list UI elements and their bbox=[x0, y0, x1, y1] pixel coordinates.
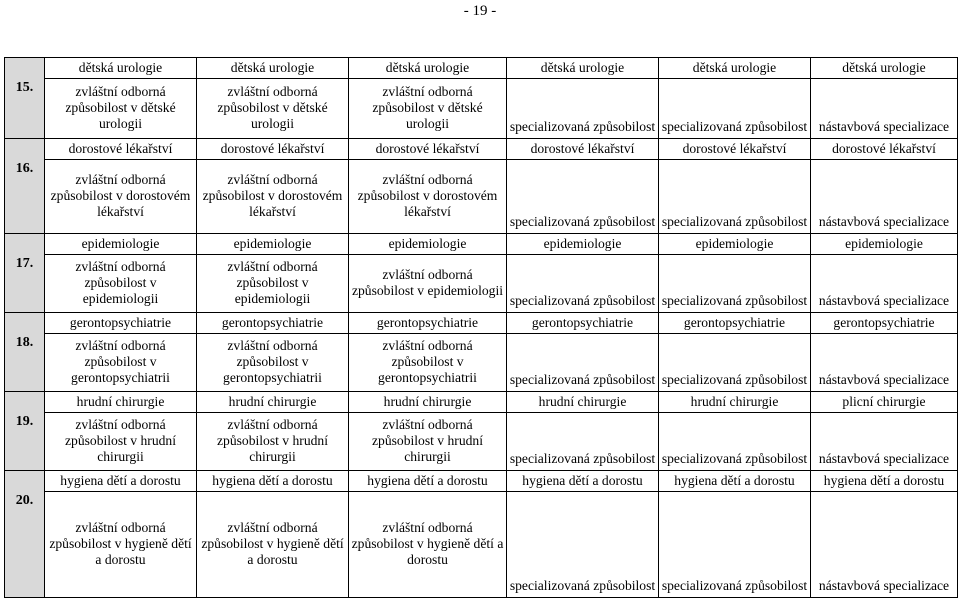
specialty-cell: gerontopsychiatrie bbox=[349, 313, 507, 334]
qualification-type-cell: specializovaná způsobilost bbox=[659, 79, 811, 139]
table-row bbox=[5, 255, 958, 313]
specialty-cell: epidemiologie bbox=[197, 234, 349, 255]
qualification-type-cell: specializovaná způsobilost bbox=[659, 413, 811, 471]
specialty-cell: epidemiologie bbox=[811, 234, 958, 255]
qualification-type-cell: specializovaná způsobilost bbox=[659, 255, 811, 313]
page-number: - 19 - bbox=[463, 3, 497, 19]
specialty-cell: dorostové lékařství bbox=[197, 139, 349, 160]
table-row bbox=[5, 313, 958, 334]
specialty-cell: gerontopsychiatrie bbox=[507, 313, 659, 334]
table-row bbox=[5, 58, 958, 79]
qualification-type-cell: zvláštní odborná způsobilost v epidemiologii bbox=[45, 255, 197, 313]
specialty-cell: hrudní chirurgie bbox=[197, 392, 349, 413]
table-row bbox=[5, 139, 958, 160]
row-number: 15. bbox=[5, 58, 45, 139]
qualification-type-cell: zvláštní odborná způsobilost v hygieně dětí a dorostu bbox=[45, 492, 197, 598]
specialty-cell: epidemiologie bbox=[659, 234, 811, 255]
specialty-cell: hygiena dětí a dorostu bbox=[197, 471, 349, 492]
table-row bbox=[5, 492, 958, 598]
qualification-type-cell: zvláštní odborná způsobilost v gerontopsychiatrii bbox=[45, 334, 197, 392]
qualification-type-cell: nástavbová specializace bbox=[811, 255, 958, 313]
qualification-type-cell: zvláštní odborná způsobilost v dorostovém lékařství bbox=[197, 160, 349, 234]
specialty-cell: dorostové lékařství bbox=[659, 139, 811, 160]
row-number: 17. bbox=[5, 234, 45, 313]
table-row bbox=[5, 334, 958, 392]
row-number: 16. bbox=[5, 139, 45, 234]
qualification-type-cell: zvláštní odborná způsobilost v dětské urologii bbox=[45, 79, 197, 139]
specialty-cell: dětská urologie bbox=[197, 58, 349, 79]
specialty-cell: plicní chirurgie bbox=[811, 392, 958, 413]
qualification-type-cell: zvláštní odborná způsobilost v hrudní chirurgii bbox=[349, 413, 507, 471]
qualification-type-cell: zvláštní odborná způsobilost v hrudní chirurgii bbox=[45, 413, 197, 471]
qualification-type-cell: specializovaná způsobilost bbox=[659, 160, 811, 234]
specialty-cell: dětská urologie bbox=[45, 58, 197, 79]
specialty-cell: dorostové lékařství bbox=[811, 139, 958, 160]
qualification-type-cell: zvláštní odborná způsobilost v hrudní chirurgii bbox=[197, 413, 349, 471]
specialty-cell: dětská urologie bbox=[811, 58, 958, 79]
qualification-type-cell: zvláštní odborná způsobilost v hygieně dětí a dorostu bbox=[349, 492, 507, 598]
specialty-cell: gerontopsychiatrie bbox=[197, 313, 349, 334]
qualification-type-cell: specializovaná způsobilost bbox=[507, 79, 659, 139]
qualification-type-cell: zvláštní odborná způsobilost v dětské urologii bbox=[349, 79, 507, 139]
qualification-type-cell: zvláštní odborná způsobilost v gerontopsychiatrii bbox=[197, 334, 349, 392]
specialty-cell: hrudní chirurgie bbox=[45, 392, 197, 413]
specialty-cell: dorostové lékařství bbox=[45, 139, 197, 160]
qualification-type-cell: zvláštní odborná způsobilost v dorostovém lékařství bbox=[45, 160, 197, 234]
specialty-cell: epidemiologie bbox=[45, 234, 197, 255]
table-row bbox=[5, 392, 958, 413]
qualification-type-cell: specializovaná způsobilost bbox=[659, 492, 811, 598]
qualification-type-cell: zvláštní odborná způsobilost v gerontopsychiatrii bbox=[349, 334, 507, 392]
qualification-type-cell: specializovaná způsobilost bbox=[507, 413, 659, 471]
specialty-cell: gerontopsychiatrie bbox=[659, 313, 811, 334]
table-row bbox=[5, 413, 958, 471]
specialty-cell: hygiena dětí a dorostu bbox=[349, 471, 507, 492]
table-row bbox=[5, 471, 958, 492]
specialty-cell: dětská urologie bbox=[507, 58, 659, 79]
specialty-cell: hygiena dětí a dorostu bbox=[507, 471, 659, 492]
qualification-type-cell: zvláštní odborná způsobilost v hygieně dětí a dorostu bbox=[197, 492, 349, 598]
specialty-cell: dorostové lékařství bbox=[507, 139, 659, 160]
row-number: 19. bbox=[5, 392, 45, 471]
qualification-type-cell: specializovaná způsobilost bbox=[507, 160, 659, 234]
qualification-type-cell: nástavbová specializace bbox=[811, 334, 958, 392]
specialty-cell: hrudní chirurgie bbox=[507, 392, 659, 413]
qualification-type-cell: specializovaná způsobilost bbox=[507, 492, 659, 598]
specialty-cell: hrudní chirurgie bbox=[659, 392, 811, 413]
specialty-cell: hygiena dětí a dorostu bbox=[659, 471, 811, 492]
table-row bbox=[5, 234, 958, 255]
qualification-type-cell: nástavbová specializace bbox=[811, 79, 958, 139]
table-row bbox=[5, 160, 958, 234]
table-row bbox=[5, 79, 958, 139]
qualification-type-cell: zvláštní odborná způsobilost v epidemiologii bbox=[349, 255, 507, 313]
specialty-cell: hygiena dětí a dorostu bbox=[45, 471, 197, 492]
specialty-cell: hrudní chirurgie bbox=[349, 392, 507, 413]
row-number: 18. bbox=[5, 313, 45, 392]
specialization-table bbox=[4, 57, 958, 598]
specialty-cell: epidemiologie bbox=[507, 234, 659, 255]
qualification-type-cell: zvláštní odborná způsobilost v epidemiologii bbox=[197, 255, 349, 313]
specialty-cell: hygiena dětí a dorostu bbox=[811, 471, 958, 492]
specialty-cell: dětská urologie bbox=[659, 58, 811, 79]
qualification-type-cell: specializovaná způsobilost bbox=[659, 334, 811, 392]
qualification-type-cell: specializovaná způsobilost bbox=[507, 334, 659, 392]
specialty-cell: gerontopsychiatrie bbox=[811, 313, 958, 334]
specialty-cell: dorostové lékařství bbox=[349, 139, 507, 160]
qualification-type-cell: zvláštní odborná způsobilost v dorostovém lékařství bbox=[349, 160, 507, 234]
qualification-type-cell: nástavbová specializace bbox=[811, 492, 958, 598]
qualification-type-cell: nástavbová specializace bbox=[811, 160, 958, 234]
specialty-cell: dětská urologie bbox=[349, 58, 507, 79]
qualification-type-cell: nástavbová specializace bbox=[811, 413, 958, 471]
specialty-cell: epidemiologie bbox=[349, 234, 507, 255]
row-number: 20. bbox=[5, 471, 45, 598]
qualification-type-cell: specializovaná způsobilost bbox=[507, 255, 659, 313]
qualification-type-cell: zvláštní odborná způsobilost v dětské urologii bbox=[197, 79, 349, 139]
specialty-cell: gerontopsychiatrie bbox=[45, 313, 197, 334]
